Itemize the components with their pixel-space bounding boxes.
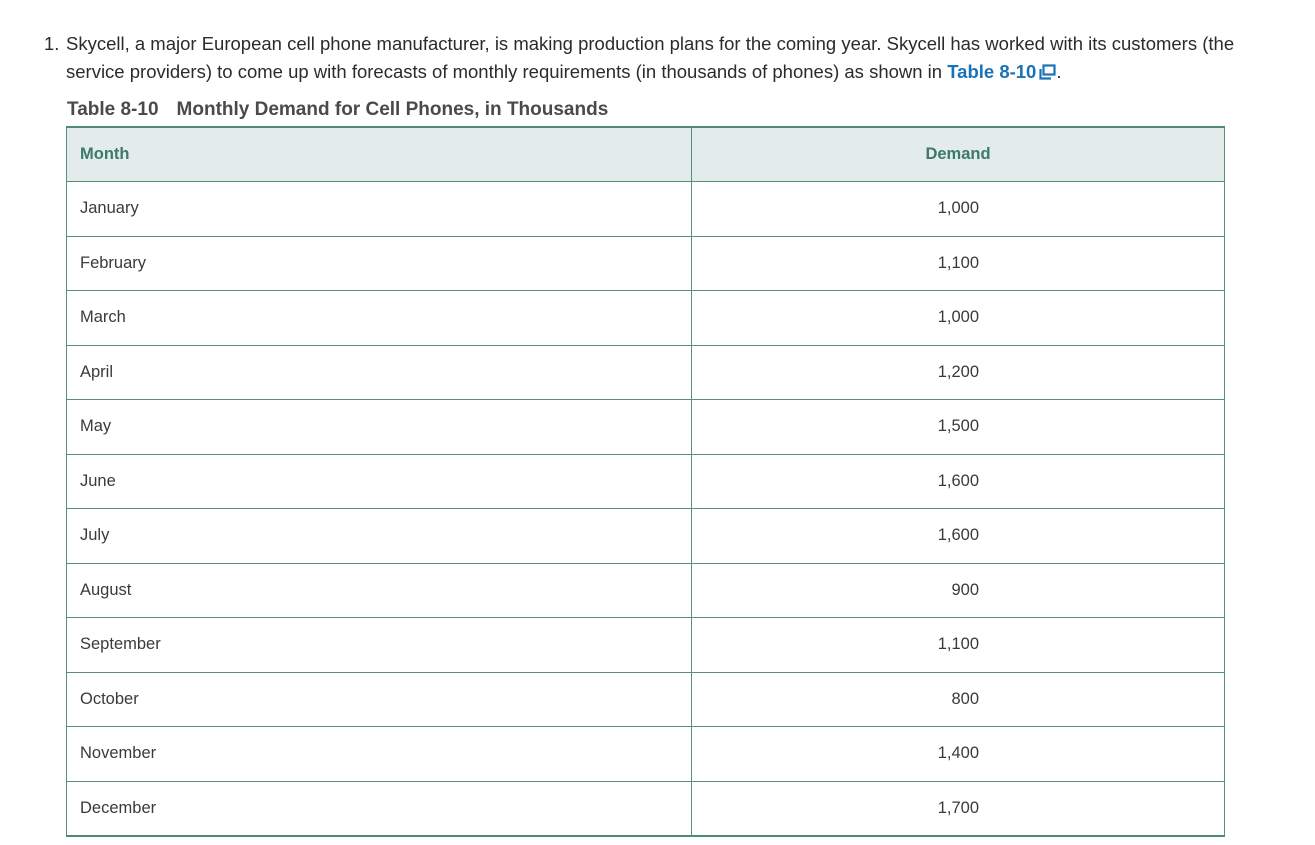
table-row [67,454,1225,509]
month-cell: August [67,563,692,618]
table-row [67,291,1225,346]
demand-cell: 1,500 [692,400,1225,455]
problem-text: Skycell, a major European cell phone manufacturer, is making production plans for the coming year. Skycell has worked with its customers (the service providers) to come up with forecasts of monthly requirements (in thousands of phones) as shown in [66,33,1235,82]
month-cell: July [67,509,692,564]
demand-cell: 900 [692,563,1225,618]
demand-cell: 1,100 [692,236,1225,291]
table-row [67,781,1225,836]
table-title: Monthly Demand for Cell Phones, in Thousands [176,99,609,120]
month-cell: September [67,618,692,673]
table-row [67,509,1225,564]
demand-cell: 1,700 [692,781,1225,836]
table-row [67,618,1225,673]
table-label: Table 8-10 [67,99,159,120]
month-cell: March [67,291,692,346]
demand-cell: 1,600 [692,454,1225,509]
problem-statement [44,30,1244,88]
table-row [67,727,1225,782]
demand-cell: 1,400 [692,727,1225,782]
demand-cell: 1,000 [692,182,1225,237]
table-row [67,400,1225,455]
problem-number: 1. [44,33,60,54]
demand-cell: 1,000 [692,291,1225,346]
table-row [67,563,1225,618]
header-month: Month [67,127,692,182]
demand-cell: 1,200 [692,345,1225,400]
month-cell: April [67,345,692,400]
table-caption [67,99,608,121]
demand-cell: 1,100 [692,618,1225,673]
month-cell: February [67,236,692,291]
table-row [67,182,1225,237]
month-cell: January [67,182,692,237]
table-row [67,236,1225,291]
end-punctuation: . [1056,61,1062,82]
demand-cell: 1,600 [692,509,1225,564]
table-link-label[interactable]: Table 8-10 [947,61,1037,82]
table-row [67,672,1225,727]
month-cell: May [67,400,692,455]
table-header-row [67,127,1225,182]
month-cell: November [67,727,692,782]
month-cell: June [67,454,692,509]
demand-table [66,126,1225,837]
table-link[interactable] [947,61,1056,82]
problem-text-block [66,30,1244,88]
month-cell: October [67,672,692,727]
demand-cell: 800 [692,672,1225,727]
table-row [67,345,1225,400]
header-demand: Demand [692,127,1225,182]
popup-window-icon[interactable] [1039,60,1056,88]
month-cell: December [67,781,692,836]
